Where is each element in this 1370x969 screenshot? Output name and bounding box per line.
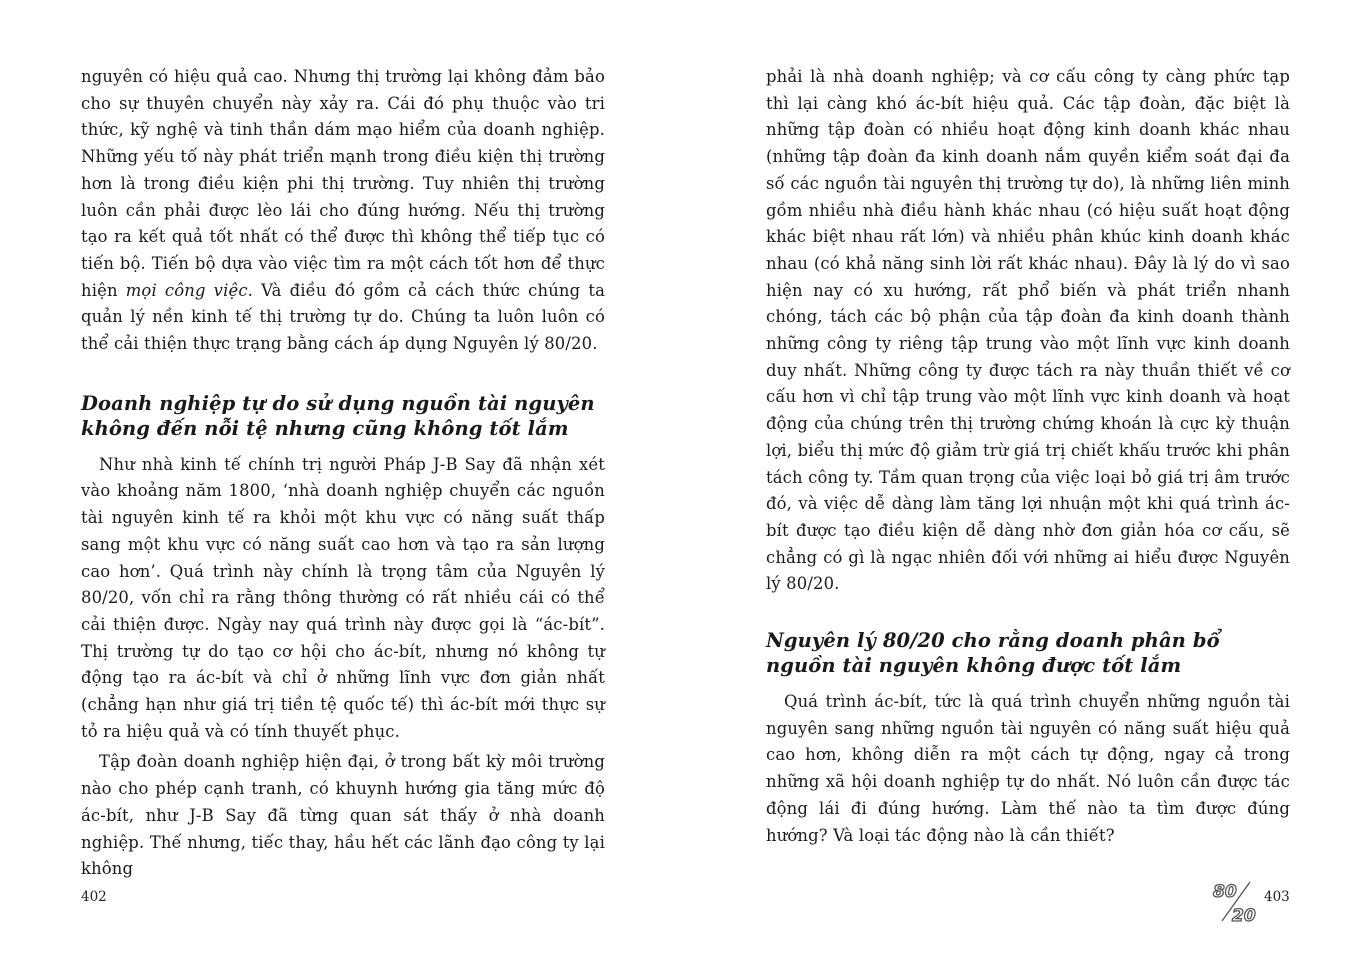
- right-paragraph-1: phải là nhà doanh nghiệp; và cơ cấu công ty càng phức tạp thì lại càng khó ác-bít hiệu quả. Các tập đoàn, đặc biệt là những tập đoàn có nhiều hoạt động kinh doanh khác nhau (những tập đoàn đa kinh doanh nắm quyền kiểm soát đại đa số các nguồn tài nguyên thị trường tự do), là những liên minh gồm nhiều nhà điều hành khác nhau (có hiệu suất hoạt động khác biệt nhau rất lớn) và nhiều phân khúc kinh doanh khác nhau (có khả năng sinh lời rất khác nhau). Đây là lý do vì sao hiện nay có xu hướng, rất phổ biến và phát triển nhanh chóng, tách các bộ phận của tập đoàn đa kinh doanh thành những công ty riêng tập trung vào một lĩnh vực kinh doanh duy nhất. Những công ty được tách ra này thuần thiết về cơ cấu hơn vì chỉ tập trung vào một lĩnh vực kinh doanh và hoạt động của chúng trên thị trường chứng khoán là cực kỳ thuận lợi, biểu thị mức độ giảm trừ giá trị chiết khấu trước khi phân tách công ty. Tầm quan trọng của việc loại bỏ giá trị âm trước đó, và việc dễ dàng làm tăng lợi nhuận một khi quá trình ác-bít được tạo điều kiện dễ dàng nhờ đơn giản hóa cơ cấu, sẽ chẳng có gì là ngạc nhiên đối với những ai hiểu được Nguyên lý 80/20.: [766, 67, 1290, 594]
- right-page: [766, 64, 1290, 849]
- left-page: [81, 64, 605, 883]
- logo-top-text: 80: [1213, 882, 1237, 902]
- left-section-heading: Doanh nghiệp tự do sử dụng nguồn tài nguyên không đến nỗi tệ nhưng cũng không tốt lắm: [81, 391, 595, 440]
- right-page-number: 403: [1264, 889, 1290, 905]
- logo-bottom-text: 20: [1232, 906, 1256, 925]
- left-page-number: 402: [81, 889, 107, 905]
- right-section-heading: Nguyên lý 80/20 cho rằng doanh phân bổ nguồn tài nguyên không được tốt lắm: [766, 629, 1220, 678]
- left-paragraph-1: nguyên có hiệu quả cao. Nhưng thị trường lại không đảm bảo cho sự thuyên chuyển này xảy ra. Cái đó phụ thuộc vào tri thức, kỹ nghệ và tinh thần dám mạo hiểm của doanh nghiệp. Những yếu tố này phát triển mạnh trong điều kiện thị trường hơn là trong điều kiện phi thị trường. Tuy nhiên thị trường luôn cần phải được lèo lái cho đúng hướng. Nếu thị trường tạo ra kết quả tốt nhất có thể được thì không thể tiếp tục có tiến bộ. Tiến bộ dựa vào việc tìm ra một cách tốt hơn để thực hiện mọi công việc. Và điều đó gồm cả cách thức chúng ta quản lý nền kinh tế thị trường tự do. Chúng ta luôn luôn có thể cải thiện thực trạng bằng cách áp dụng Nguyên lý 80/20.: [81, 67, 605, 354]
- right-paragraph-2: Quá trình ác-bít, tức là quá trình chuyển những nguồn tài nguyên sang những nguồn tài nguyên có năng suất hiệu quả cao hơn, không diễn ra một cách tự động, ngay cả trong những xã hội doanh nghiệp tự do nhất. Nó luôn cần được tác động lái đi đúng hướng. Làm thế nào ta tìm được đúng hướng? Và loại tác động nào là cần thiết?: [766, 692, 1290, 845]
- left-emphasis: mọi công việc: [125, 280, 248, 300]
- left-paragraph-3: Tập đoàn doanh nghiệp hiện đại, ở trong bất kỳ môi trường nào cho phép cạnh tranh, có khuynh hướng gia tăng mức độ ác-bít, như J-B Say đã từng quan sát thấy ở nhà doanh nghiệp. Thế nhưng, tiếc thay, hầu hết các lãnh đạo công ty lại không: [81, 752, 605, 879]
- left-paragraph-2: Như nhà kinh tế chính trị người Pháp J-B Say đã nhận xét vào khoảng năm 1800, ‘nhà doanh nghiệp chuyển các nguồn tài nguyên kinh tế ra khỏi một khu vực có năng suất thấp sang một khu vực có năng suất cao hơn và tạo ra sản lượng cao hơn’. Quá trình này chính là trọng tâm của Nguyên lý 80/20, vốn chỉ ra rằng thông thường có rất nhiều cái có thể cải thiện được. Ngày nay quá trình này được gọi là “ác-bít”. Thị trường tự do tạo cơ hội cho ác-bít, nhưng nó không tự động tạo ra ác-bít và chỉ ở những lĩnh vực đơn giản nhất (chẳng hạn như giá trị tiền tệ quốc tế) thì ác-bít mới thực sự tỏ ra hiệu quả và có tính thuyết phục.: [81, 454, 605, 741]
- book-logo-icon: [1210, 879, 1262, 925]
